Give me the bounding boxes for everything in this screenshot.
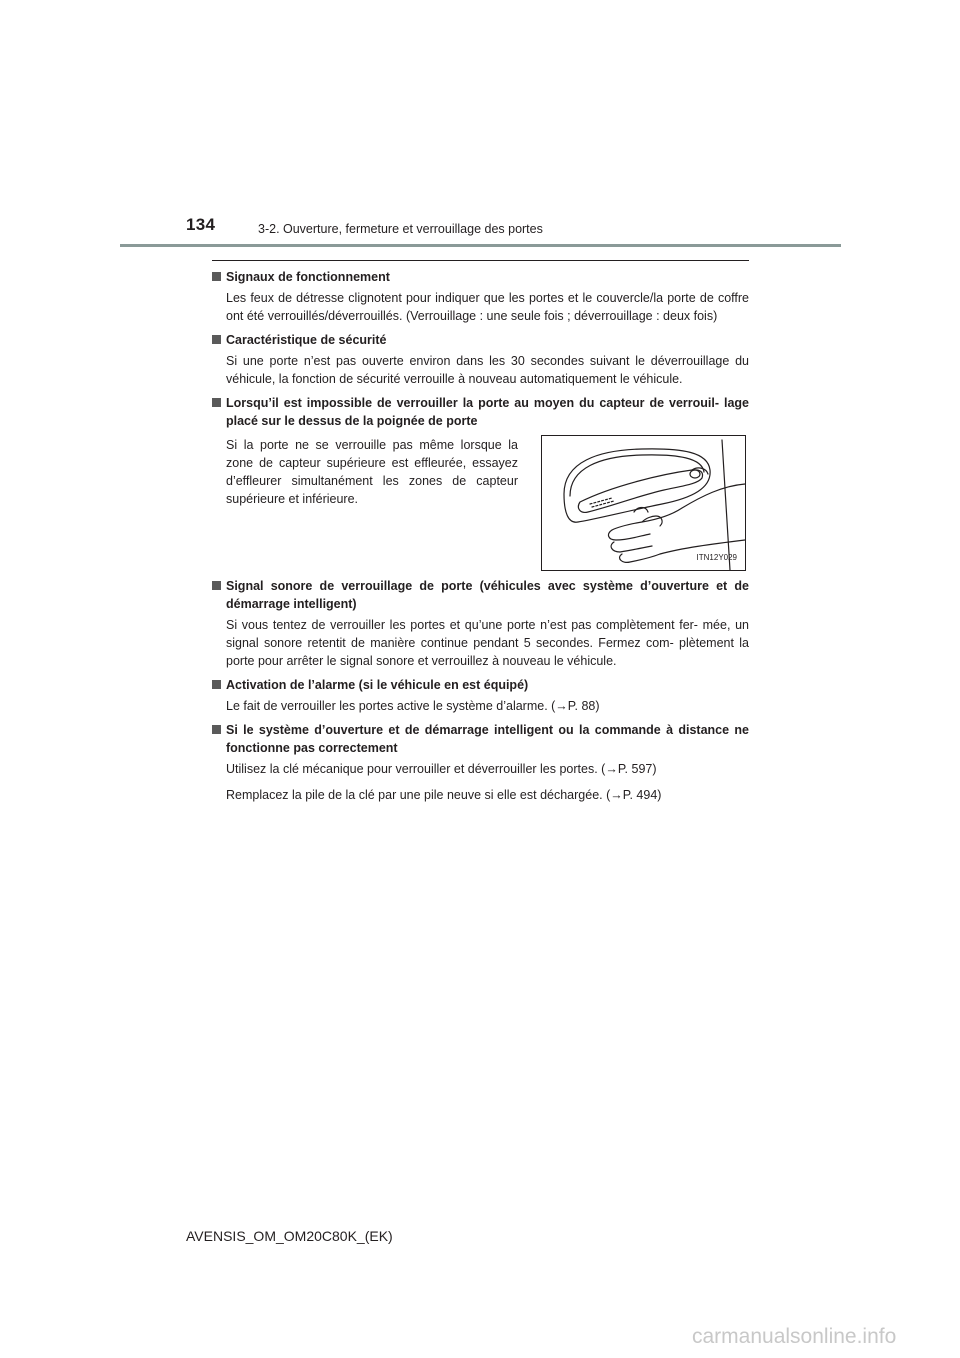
item-body: Les feux de détresse clignotent pour indiquer que les portes et le couvercle/la porte de coffre ont été verrouillés/déverrouillés. (Verrouillage : une seule fois ; déverrouillage : deux fois) — [226, 291, 749, 323]
header-rule — [120, 244, 841, 247]
item-body: Si vous tentez de verrouiller les portes et qu’une porte n’est pas complètement fer- mée, un signal sonore retentit de manière continue pendant 5 secondes. Fermez com- plètement la porte pour arrêter le signal sonore et verrouillez à nouveau le véhicule. — [226, 618, 749, 668]
figure-code: ITN12Y029 — [696, 553, 737, 562]
door-handle-illustration — [541, 435, 746, 571]
square-bullet-icon — [212, 581, 221, 590]
watermark: carmanualsonline.info — [692, 1325, 897, 1348]
square-bullet-icon — [212, 680, 221, 689]
item-heading: Si le système d’ouverture et de démarrage intelligent ou la commande à distance ne fonctionne pas correctement — [226, 723, 749, 755]
manual-content — [211, 268, 749, 810]
item-heading: Caractéristique de sécurité — [226, 333, 387, 347]
page-number: 134 — [186, 215, 216, 234]
item-body: Si la porte ne se verrouille pas même lorsque la zone de capteur supérieure est effleurée, essayez d’effleurer simultanément les zones de capteur supérieure et inférieure. — [226, 438, 518, 506]
item-body: Remplacez la pile de la clé par une pile neuve si elle est déchargée. (→P. 494) — [226, 788, 662, 802]
footer-model-code: AVENSIS_OM_OM20C80K_(EK) — [186, 1228, 393, 1244]
item-body: Utilisez la clé mécanique pour verrouiller et déverrouiller les portes. (→P. 597) — [226, 762, 657, 776]
square-bullet-icon — [212, 398, 221, 407]
square-bullet-icon — [212, 335, 221, 344]
item-security-feature — [211, 331, 749, 388]
square-bullet-icon — [212, 725, 221, 734]
item-lock-sensor — [211, 394, 749, 571]
item-heading: Activation de l’alarme (si le véhicule en est équipé) — [226, 678, 529, 692]
item-lock-buzzer — [211, 577, 749, 670]
square-bullet-icon — [212, 272, 221, 281]
item-heading: Lorsqu’il est impossible de verrouiller la porte au moyen du capteur de verrouil- lage placé sur le dessus de la poignée de porte — [226, 396, 749, 428]
item-heading: Signal sonore de verrouillage de porte (véhicules avec système d’ouverture et de démarrage intelligent) — [226, 579, 749, 611]
item-heading: Signaux de fonctionnement — [226, 270, 390, 284]
item-body: Le fait de verrouiller les portes active le système d’alarme. (→P. 88) — [226, 699, 600, 713]
item-operation-signals — [211, 268, 749, 325]
section-title: 3-2. Ouverture, fermeture et verrouillage des portes — [258, 222, 543, 236]
content-divider — [212, 260, 749, 261]
item-alarm-activation — [211, 676, 749, 715]
item-body: Si une porte n’est pas ouverte environ dans les 30 secondes suivant le déverrouillage du véhicule, la fonction de sécurité verrouille à nouveau automatiquement le véhicule. — [226, 354, 749, 386]
item-smart-entry-malfunction — [211, 721, 749, 804]
